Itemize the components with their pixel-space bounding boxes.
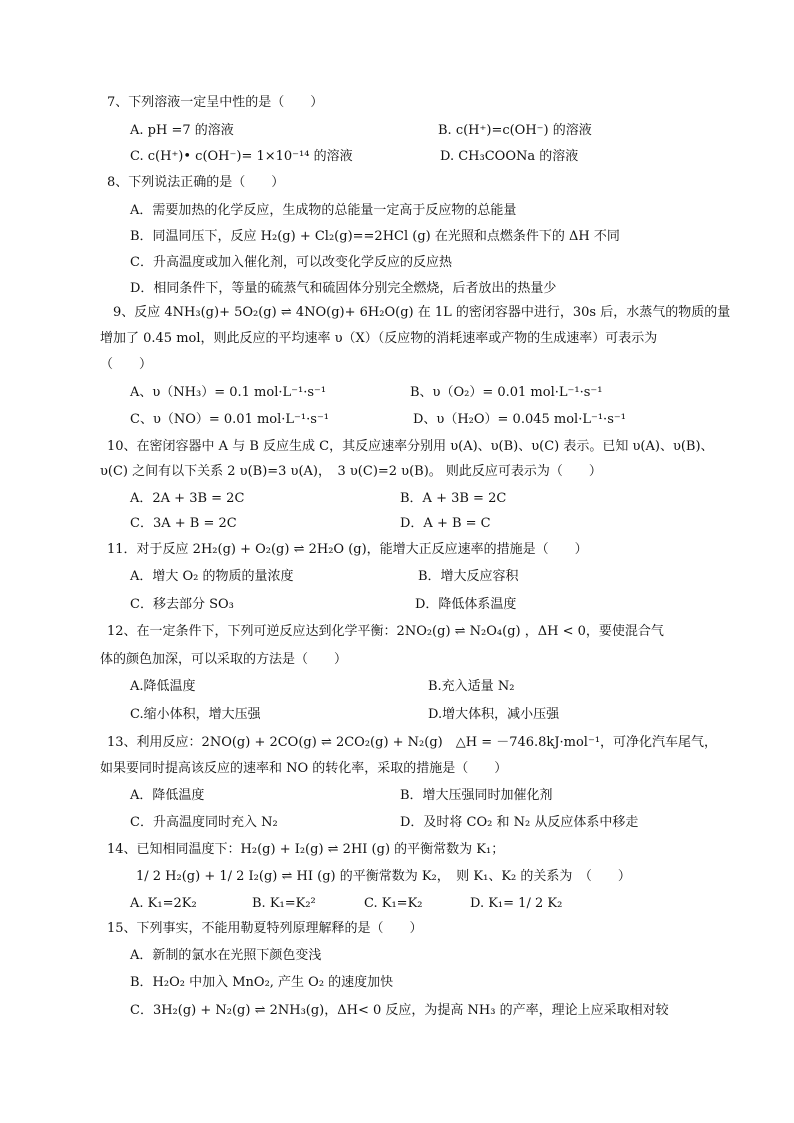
- question-15-option-b: B．H₂O₂ 中加入 MnO₂, 产生 O₂ 的速度加快: [130, 975, 394, 990]
- question-11-stem: 11．对于反应 2H₂(g) + O₂(g) ⇌ 2H₂O (g)，能增大正反应速率的措施是（ ）: [107, 542, 588, 557]
- question-14-stem-line-2: 1/ 2 H₂(g) + 1/ 2 I₂(g) ⇌ HI (g) 的平衡常数为 K₂， 则 K₁、K₂ 的关系为 （ ）: [136, 869, 631, 884]
- question-13-stem-line-1: 13、利用反应：2NO(g) + 2CO(g) ⇌ 2CO₂(g) + N₂(g) △H = －746.8kJ·mol⁻¹，可净化汽车尾气，: [107, 735, 718, 750]
- question-7-option-d: D. CH₃COONa 的溶液: [440, 149, 579, 164]
- question-9-stem-line-1: 9、反应 4NH₃(g)+ 5O₂(g) ⇌ 4NO(g)+ 6H₂O(g) 在 1L 的密闭容器中进行，30s 后，水蒸气的物质的量: [113, 305, 731, 320]
- question-15-stem: 15、下列事实，不能用勒夏特列原理解释的是（ ）: [107, 921, 423, 936]
- question-12-stem-line-1: 12、在一定条件下，下列可逆反应达到化学平衡：2NO₂(g) ⇌ N₂O₄(g) ，ΔH < 0，要使混合气: [107, 624, 664, 639]
- question-8-option-d: D．相同条件下，等量的硫蒸气和硫固体分别完全燃烧，后者放出的热量少: [130, 281, 557, 296]
- question-7-option-a: A. pH =7 的溶液: [130, 123, 234, 138]
- question-8-option-b: B．同温同压下，反应 H₂(g) + Cl₂(g)==2HCl (g) 在光照和点燃条件下的 ΔH 不同: [130, 229, 620, 244]
- question-12-stem-line-2: 体的颜色加深，可以采取的方法是（ ）: [100, 652, 348, 667]
- question-14-stem-line-1: 14、已知相同温度下：H₂(g) + I₂(g) ⇌ 2HI (g) 的平衡常数为 K₁；: [107, 842, 505, 857]
- question-12-option-d: D.增大体积，减小压强: [428, 707, 560, 722]
- question-14-option-d: D. K₁= 1/ 2 K₂: [470, 896, 563, 911]
- question-7-option-c: C. c(H⁺)• c(OH⁻)= 1×10⁻¹⁴ 的溶液: [130, 149, 353, 164]
- question-10-option-a: A．2A + 3B = 2C: [130, 491, 245, 506]
- question-9-stem-line-3: （ ）: [100, 357, 153, 372]
- question-10-option-d: D．A + B = C: [400, 516, 491, 531]
- question-10-option-c: C．3A + B = 2C: [130, 516, 237, 531]
- question-9-option-a: A、υ（NH₃）= 0.1 mol·L⁻¹·s⁻¹: [130, 385, 327, 400]
- question-12-option-c: C.缩小体积，增大压强: [130, 707, 261, 722]
- question-11-option-c: C．移去部分 SO₃: [130, 597, 234, 612]
- question-14-option-c: C. K₁=K₂: [364, 896, 423, 911]
- question-9-option-c: C、υ（NO）= 0.01 mol·L⁻¹·s⁻¹: [130, 412, 330, 427]
- question-10-stem-line-2: υ(C) 之间有以下关系 2 υ(B)=3 υ(A)， 3 υ(C)=2 υ(B)。 则此反应可表示为（ ）: [100, 464, 602, 479]
- question-9-option-b: B、υ（O₂）= 0.01 mol·L⁻¹·s⁻¹: [410, 385, 603, 400]
- question-13-option-a: A．降低温度: [130, 788, 205, 803]
- question-14-option-b: B. K₁=K₂²: [252, 896, 316, 911]
- question-13-option-b: B．增大压强同时加催化剂: [400, 788, 553, 803]
- question-12-option-a: A.降低温度: [130, 679, 196, 694]
- question-11-option-b: B．增大反应容积: [418, 569, 519, 584]
- question-7-stem: 7、下列溶液一定呈中性的是（ ）: [107, 95, 324, 110]
- question-13-stem-line-2: 如果要同时提高该反应的速率和 NO 的转化率，采取的措施是（ ）: [100, 761, 508, 776]
- question-9-option-d: D、υ（H₂O）= 0.045 mol·L⁻¹·s⁻¹: [413, 412, 626, 427]
- question-14-option-a: A. K₁=2K₂: [130, 896, 197, 911]
- question-8-stem: 8、下列说法正确的是（ ）: [107, 175, 285, 190]
- question-7-option-b: B. c(H⁺)=c(OH⁻) 的溶液: [438, 123, 592, 138]
- question-11-option-a: A．增大 O₂ 的物质的量浓度: [130, 569, 294, 584]
- question-15-option-c: C．3H₂(g) + N₂(g) ⇌ 2NH₃(g)，ΔH< 0 反应，为提高 NH₃ 的产率，理论上应采取相对较: [130, 1003, 669, 1018]
- question-13-option-c: C．升高温度同时充入 N₂: [130, 815, 278, 830]
- question-11-option-d: D．降低体系温度: [415, 597, 517, 612]
- question-12-option-b: B.充入适量 N₂: [428, 679, 515, 694]
- question-9-stem-line-2: 增加了 0.45 mol，则此反应的平均速率 υ（X）（反应物的消耗速率或产物的生成速率）可表示为: [100, 331, 658, 346]
- question-15-option-a: A．新制的氯水在光照下颜色变浅: [130, 948, 322, 963]
- question-10-option-b: B．A + 3B = 2C: [400, 491, 507, 506]
- question-10-stem-line-1: 10、在密闭容器中 A 与 B 反应生成 C，其反应速率分别用 υ(A)、υ(B)、υ(C) 表示。已知 υ(A)、υ(B)、: [107, 439, 714, 454]
- question-13-option-d: D．及时将 CO₂ 和 N₂ 从反应体系中移走: [400, 815, 639, 830]
- question-8-option-c: C．升高温度或加入催化剂，可以改变化学反应的反应热: [130, 255, 452, 270]
- question-8-option-a: A．需要加热的化学反应，生成物的总能量一定高于反应物的总能量: [130, 203, 517, 218]
